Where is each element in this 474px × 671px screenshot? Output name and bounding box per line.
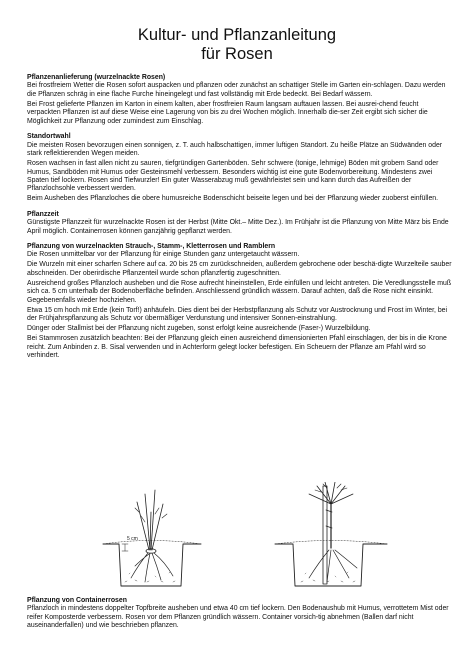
paragraph: Die Wurzeln mit einer scharfen Schere auf ca. 20 bis 25 cm zurückschneiden, außerdem gebrochene oder beschä-digte Wurzelteile sauber abschneiden. Der oberirdische Pflanzenteil wurde schon pflanzfertig zugeschnitten. xyxy=(27,261,452,277)
paragraph: Rosen wachsen in fast allen nicht zu sauren, tiefgründigen Gartenböden. Sehr schwere (tonige, lehmige) Böden mit grobem Sand oder Humus, Sandböden mit Humus oder Gesteinsmehl verbessern. Besonders wichtig ist eine gute Bodenvorbereitung. Mindestens zwei Spaten tief lockern. Rosen sind Tiefwurzler! Ein guter Wasserabzug muß gewährleistet sein und kann durch das Aufreißen der Pflanzlochsohle verbessert werden. xyxy=(27,160,439,193)
section-heading: Pflanzung von wurzelnackten Strauch-, Stamm-, Kletterrosen und Ramblern xyxy=(27,242,276,250)
document-title-line-2: für Rosen xyxy=(201,45,273,63)
section-heading: Pflanzenanlieferung (wurzelnackte Rosen) xyxy=(27,74,166,81)
document-body xyxy=(27,74,452,362)
section-pflanzzeit xyxy=(27,211,452,236)
paragraph: Pflanzloch in mindestens doppelter Topfbreite ausheben und etwa 40 cm tief lockern. Den Bodenaushub mit Humus, verrottetem Mist oder reifer Komposterde verbessern. Rosen vor dem Pflanzen gründlich wässern. Container vorsich-tig abnehmen (Ballen darf nicht auseinanderfallen) und wie beschrieben pflanzen. xyxy=(27,605,449,630)
paragraph: Bei frostfreiem Wetter die Rosen sofort auspacken und pflanzen oder zunächst an schattiger Stelle im Garten ein-schlagen. Dazu werden die Pflanzen schräg in eine flache Furche hineingelegt und fast vollständig mit Erde bedeckt. Bei Bedarf wässern. xyxy=(27,82,446,98)
paragraph: Beim Ausheben des Pflanzloches die obere humusreiche Bodenschicht beiseite legen und bei der Pflanzung wieder zuoberst einfüllen. xyxy=(27,195,439,203)
paragraph: Ausreichend großes Pflanzloch ausheben und die Rose aufrecht hineinstellen, Erde einfüllen und leicht antreten. Die Veredlungsstelle muß sich ca. 5 cm unterhalb der Bodenoberfläche befinden. Anschliessend gründlich wässern. Darauf achten, daß die Rose nicht einsinkt. Gegebenenfalls wieder hochziehen. xyxy=(27,279,452,304)
document-title-line-1: Kultur- und Pflanzanleitung xyxy=(137,26,337,44)
section-pflanzung-wurzelnackt xyxy=(27,243,452,361)
section-containerrosen xyxy=(27,597,452,632)
section-standortwahl xyxy=(27,133,452,204)
planting-illustration xyxy=(95,482,395,592)
paragraph: Bei Stammrosen zusätzlich beachten: Bei der Pflanzung gleich einen ausreichend dimensionierten Pfahl einschlagen, der bis in die Krone reicht. Zum Anbinden z. B. Sisal verwenden und in Achterform gelegt locker befestigen. Ein Scheuern der Pflanze am Pfahl wird so verhindert. xyxy=(27,335,447,360)
paragraph: Die meisten Rosen bevorzugen einen sonnigen, z. T. auch halbschattigen, immer luftigen Standort. Zu heiße Plätze an Südwänden oder stark reflektierenden Wegen meiden. xyxy=(27,141,443,157)
section-heading: Pflanzzeit xyxy=(27,210,59,218)
paragraph: Dünger oder Stallmist bei der Pflanzung nicht zugeben, sonst erfolgt keine ausreichende (Faser-) Wurzelbildung. xyxy=(27,325,371,333)
shrub-rose-drawing xyxy=(103,490,201,586)
paragraph: Etwa 15 cm hoch mit Erde (kein Torf!) anhäufeln. Dies dient bei der Herbstpflanzung als Schutz vor Austrocknung und Frost im Winter, bei der Frühjahrspflanzung als Schutz vor übermäßiger Verdunstung und intensiver Sonnen-einstrahlung. xyxy=(27,306,448,323)
section-pflanzenanlieferung xyxy=(27,74,452,126)
depth-label: 5 cm xyxy=(127,536,138,542)
paragraph: Die Rosen unmittelbar vor der Pflanzung für einige Stunden ganz untergetaucht wässern. xyxy=(27,251,300,259)
section-heading: Pflanzung von Containerrosen xyxy=(27,597,127,604)
standard-rose-drawing xyxy=(275,482,387,586)
paragraph: Bei Frost gelieferte Pflanzen im Karton in einem kalten, aber frostfreien Raum langsam auftauen lassen. Bei ausrei-chend feucht verpackten Pflanzen ist auf diese Weise eine Lagerung von bis zu drei Wochen möglich. Innerhalb die-ser Zeit ergibt sich sicher die Möglichkeit zur Pflanzung oder zumindest zum Einschlag. xyxy=(27,100,428,125)
section-heading: Standortwahl xyxy=(27,133,71,141)
paragraph: Günstigste Pflanzzeit für wurzelnackte Rosen ist der Herbst (Mitte Okt.– Mitte Dez.). Im Frühjahr ist die Pflanzung von Mitte März bis Ende April möglich. Containerrosen können ganzjährig gepflanzt werden. xyxy=(27,219,449,235)
